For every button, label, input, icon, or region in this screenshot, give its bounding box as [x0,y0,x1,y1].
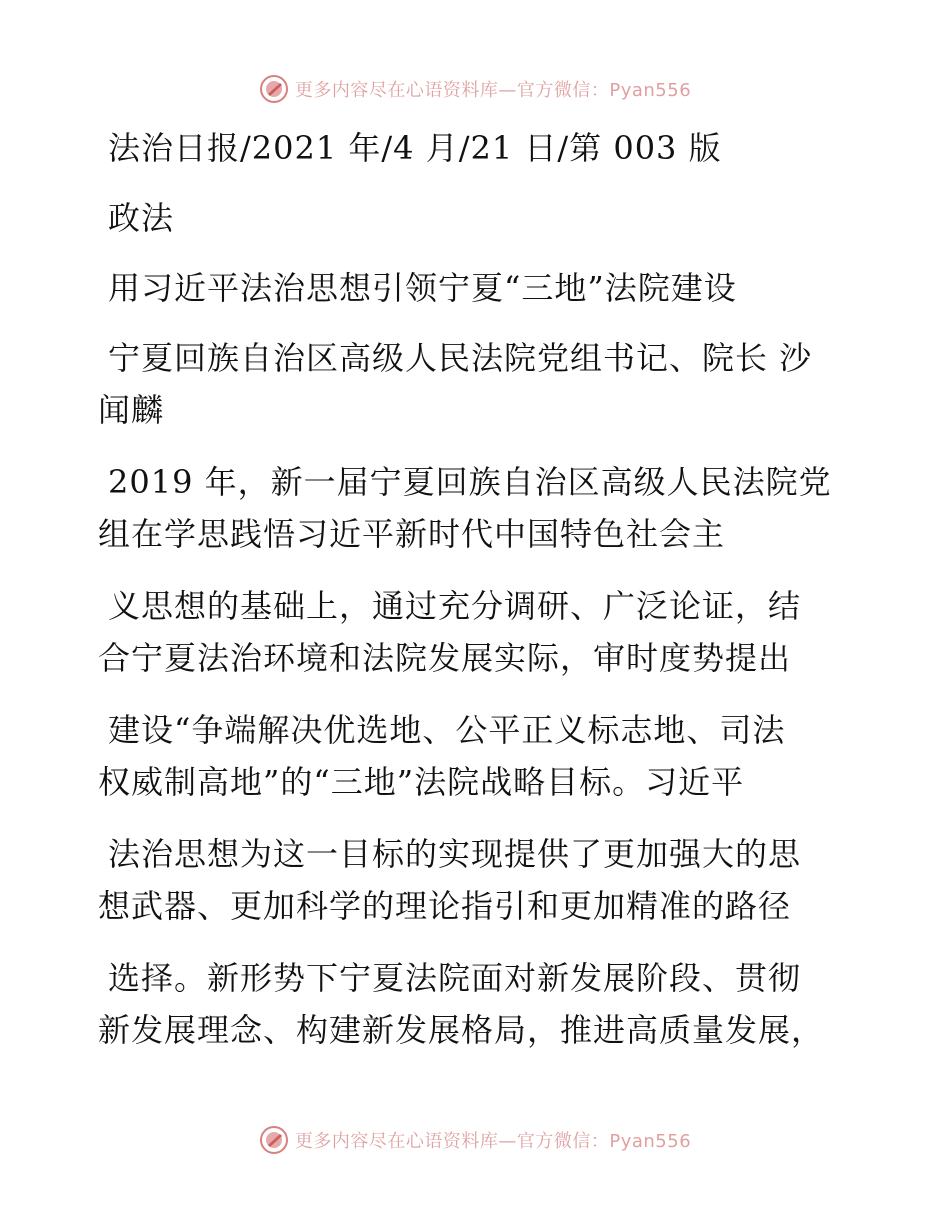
body-line: 2019 年，新一届宁夏回族自治区高级人民法院党 [108,463,832,501]
author-line: 闻麟 [98,391,165,429]
article [98,122,858,1056]
body-line: 法治思想为这一目标的实现提供了更加强大的思 [108,835,802,873]
seal-logo-icon [259,1125,289,1155]
watermark-text: 更多内容尽在心语资料库—官方微信：Pyan556 [294,1131,692,1152]
seal-logo-icon [259,74,289,104]
header-watermark [0,72,950,106]
section-label: 政法 [108,199,175,237]
body-line: 选择。新形势下宁夏法院面对新发展阶段、贯彻 [108,959,802,997]
footer-watermark [0,1123,950,1157]
article-title: 用习近平法治思想引领宁夏“三地”法院建设 [108,269,737,307]
body-line: 组在学思践悟习近平新时代中国特色社会主 [98,515,726,553]
source-line: 法治日报/2021 年/4 月/21 日/第 003 版 [108,129,722,167]
body-line: 新发展理念、构建新发展格局，推进高质量发展， [98,1011,825,1049]
body-line: 建设“争端解决优选地、公平正义标志地、司法 [108,711,786,749]
body-line: 想武器、更加科学的理论指引和更加精准的路径 [98,887,792,925]
body-line: 权威制高地”的“三地”法院战略目标。习近平 [98,763,745,801]
watermark-text: 更多内容尽在心语资料库—官方微信：Pyan556 [294,80,692,101]
body-line: 义思想的基础上，通过充分调研、广泛论证，结 [108,587,802,625]
author-line: 宁夏回族自治区高级人民法院党组书记、院长 沙 [108,339,813,377]
body-line: 合宁夏法治环境和法院发展实际，审时度势提出 [98,639,792,677]
